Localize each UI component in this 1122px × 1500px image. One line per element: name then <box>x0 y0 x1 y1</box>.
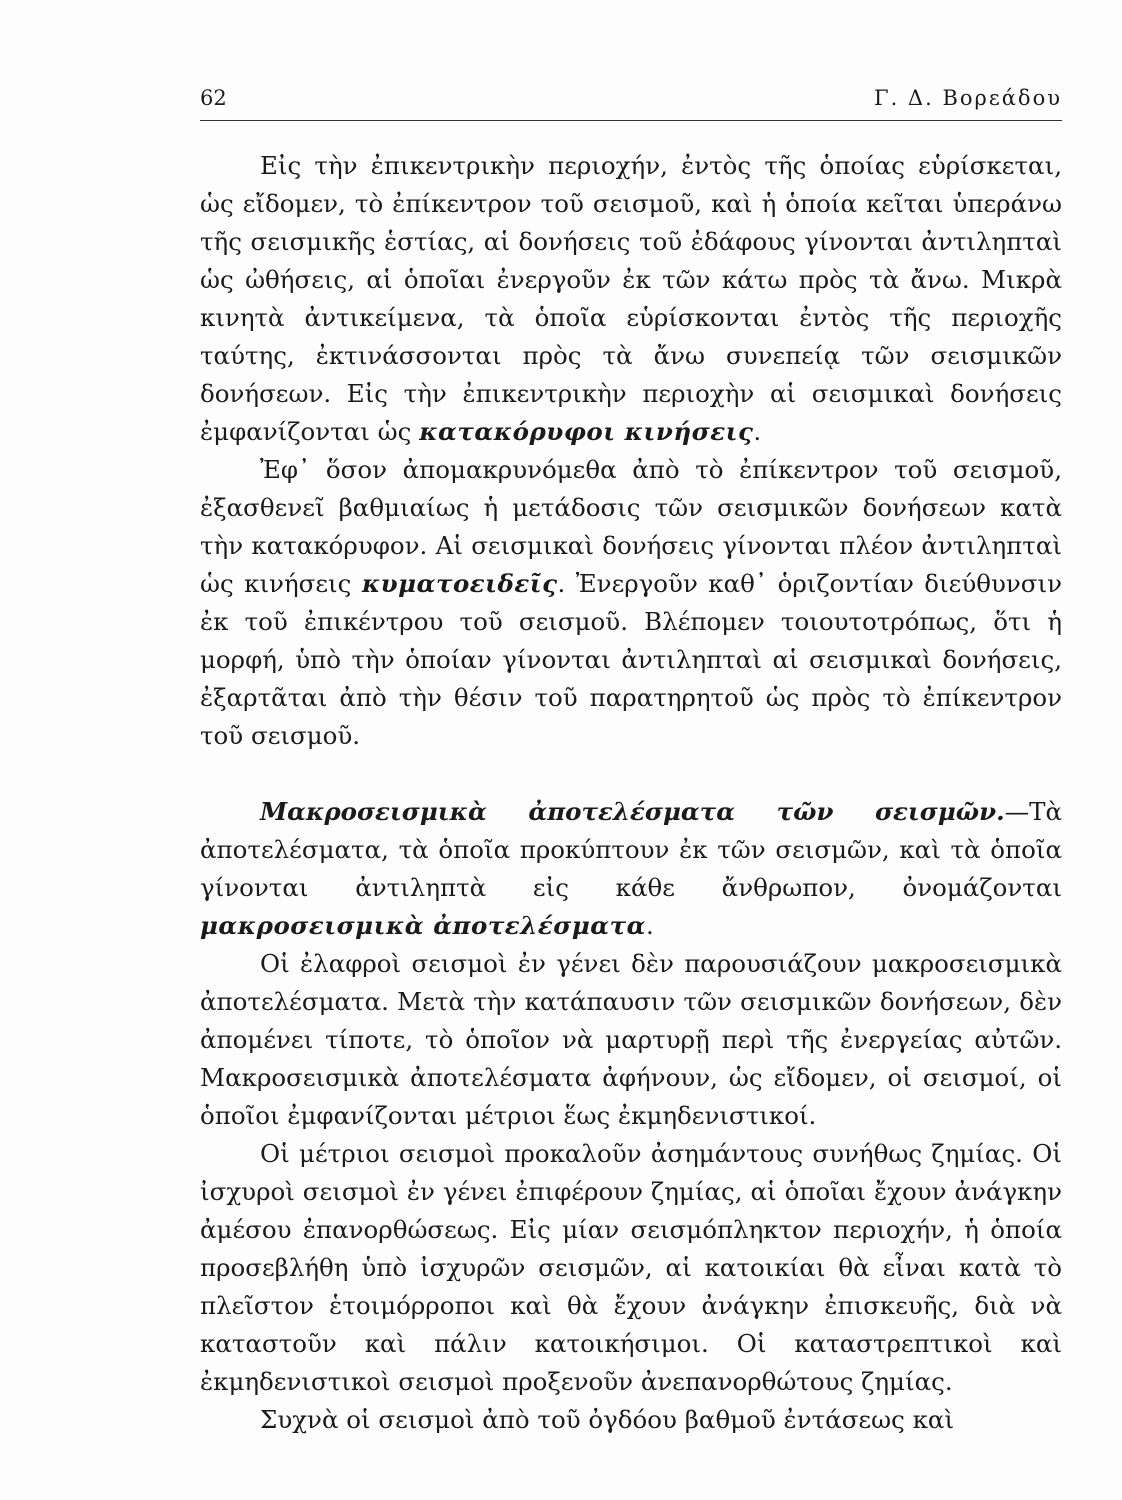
paragraph-text: Εἰς τὴν ἐπικεντρικὴν περιοχήν, ἐντὸς τῆς ὁποίας εὑρίσκεται, ὡς εἴδομεν, τὸ ἐπίκεντρον τοῦ σεισμοῦ, καὶ ἡ ὁποία κεῖται ὑπεράνω τῆς σεισμικῆς ἑστίας, αἱ δονήσεις τοῦ ἐδάφους γίνονται ἀντιληπταὶ ὡς ὠθήσεις, αἱ ὁποῖαι ἐνεργοῦν ἐκ τῶν κάτω πρὸς τὰ ἄνω. Μικρὰ κινητὰ ἀντικείμενα, τὰ ὁποῖα εὑρίσκονται ἐντὸς τῆς περιοχῆς ταύτης, ἐκτινάσσονται πρὸς τὰ ἄνω συνεπείᾳ τῶν σεισμικῶν δονήσεων. Εἰς τὴν ἐπικεντρικὴν περιοχὴν αἱ σεισμικαὶ δονήσεις ἐμφανίζονται ὡς <box>200 151 1062 446</box>
paragraph-eighth-degree: Συχνὰ οἱ σεισμοὶ ἀπὸ τοῦ ὀγδόου βαθμοῦ ἐντάσεως καὶ <box>260 1405 955 1434</box>
running-head: Γ. Δ. Βορεάδου <box>874 86 1062 110</box>
page-header <box>200 86 1062 116</box>
paragraph-damage: Οἱ μέτριοι σεισμοὶ προκαλοῦν ἀσημάντους συνήθως ζημίας. Οἱ ἰσχυροὶ σεισμοὶ ἐν γένει ἐπιφέρουν ζημίας, αἱ ὁποῖαι ἔχουν ἀνάγκην ἀμέσου ἐπανορθώσεως. Εἰς μίαν σεισμόπληκτον περιοχήν, ἡ ὁποία προσεβλήθη ὑπὸ ἰσχυρῶν σεισμῶν, αἱ κατοικίαι θὰ εἶναι κατὰ τὸ πλεῖστον ἑτοιμόρροποι καὶ θὰ ἔχουν ἀνάγκην ἐπισκευῆς, διὰ νὰ καταστοῦν καὶ πάλιν κατοικήσιμοι. Οἱ καταστρεπτικοὶ καὶ ἐκμηδενιστικοὶ σεισμοὶ προξενοῦν ἀνεπανορθώτους ζημίας. <box>200 1139 1062 1396</box>
paragraph-text: . <box>645 911 654 940</box>
emphasis-term: μακροσεισμικὰ ἀποτελέσματα <box>200 911 646 940</box>
emphasis-term: κατακόρυφοι κινήσεις <box>419 417 754 446</box>
paragraph-text: Ἐφ᾽ ὅσον ἀπομακρυνόμεθα ἀπὸ τὸ ἐπίκεντρον τοῦ σεισμοῦ, ἐξασθενεῖ βαθμιαίως ἡ μετάδοσις τῶν σεισμικῶν δονήσεων κατὰ τὴν κατακόρυφον. Αἱ σεισμικαὶ δονήσεις γίνονται πλέον ἀντιληπταὶ ὡς κινήσεις <box>200 455 1062 598</box>
paragraph-text: . Ἐνεργοῦν καθ᾽ ὁριζοντίαν διεύθυνσιν ἐκ τοῦ ἐπικέντρου τοῦ σεισμοῦ. Βλέπομεν τοιουτοτρόπως, ὅτι ἡ μορφή, ὑπὸ τὴν ὁποίαν γίνονται ἀντιληπταὶ αἱ σεισμικαὶ δονήσεις, ἐξαρτᾶται ἀπὸ τὴν θέσιν τοῦ παρατηρητοῦ ὡς πρὸς τὸ ἐπίκεντρον τοῦ σεισμοῦ. <box>200 569 1062 750</box>
paragraph-text: —Τὰ ἀποτελέσματα, τὰ ὁποῖα προκύπτουν ἐκ τῶν σεισμῶν, καὶ τὰ ὁποῖα γίνονται ἀντιληπτὰ εἰς κάθε ἄνθρωπον, ὀνομάζονται <box>200 797 1062 902</box>
paragraph-wave-motion <box>200 451 1062 755</box>
paragraph-epicentral-region <box>200 147 1062 451</box>
paragraph-light-earthquakes: Οἱ ἐλαφροὶ σεισμοὶ ἐν γένει δὲν παρουσιάζουν μακροσεισμικὰ ἀποτελέσματα. Μετὰ τὴν κατάπαυσιν τῶν σεισμικῶν δονήσεων, δὲν ἀπομένει τίποτε, τὸ ὁποῖον νὰ μαρτυρῇ περὶ τῆς ἐνεργείας αὐτῶν. Μακροσεισμικὰ ἀποτελέσματα ἀφήνουν, ὡς εἴδομεν, οἱ σεισμοί, οἱ ὁποῖοι ἐμφανίζονται μέτριοι ἕως ἐκμηδενιστικοί. <box>200 949 1062 1130</box>
paragraph-macroseismic-effects <box>200 793 1062 945</box>
paragraph-text: . <box>753 417 762 446</box>
header-rule <box>200 120 1062 121</box>
body-text <box>200 147 1062 1439</box>
emphasis-term: κυματοειδεῖς <box>361 569 558 598</box>
page-number: 62 <box>200 86 227 110</box>
section-title: Μακροσεισμικὰ ἀποτελέσματα τῶν σεισμῶν. <box>260 797 1005 826</box>
